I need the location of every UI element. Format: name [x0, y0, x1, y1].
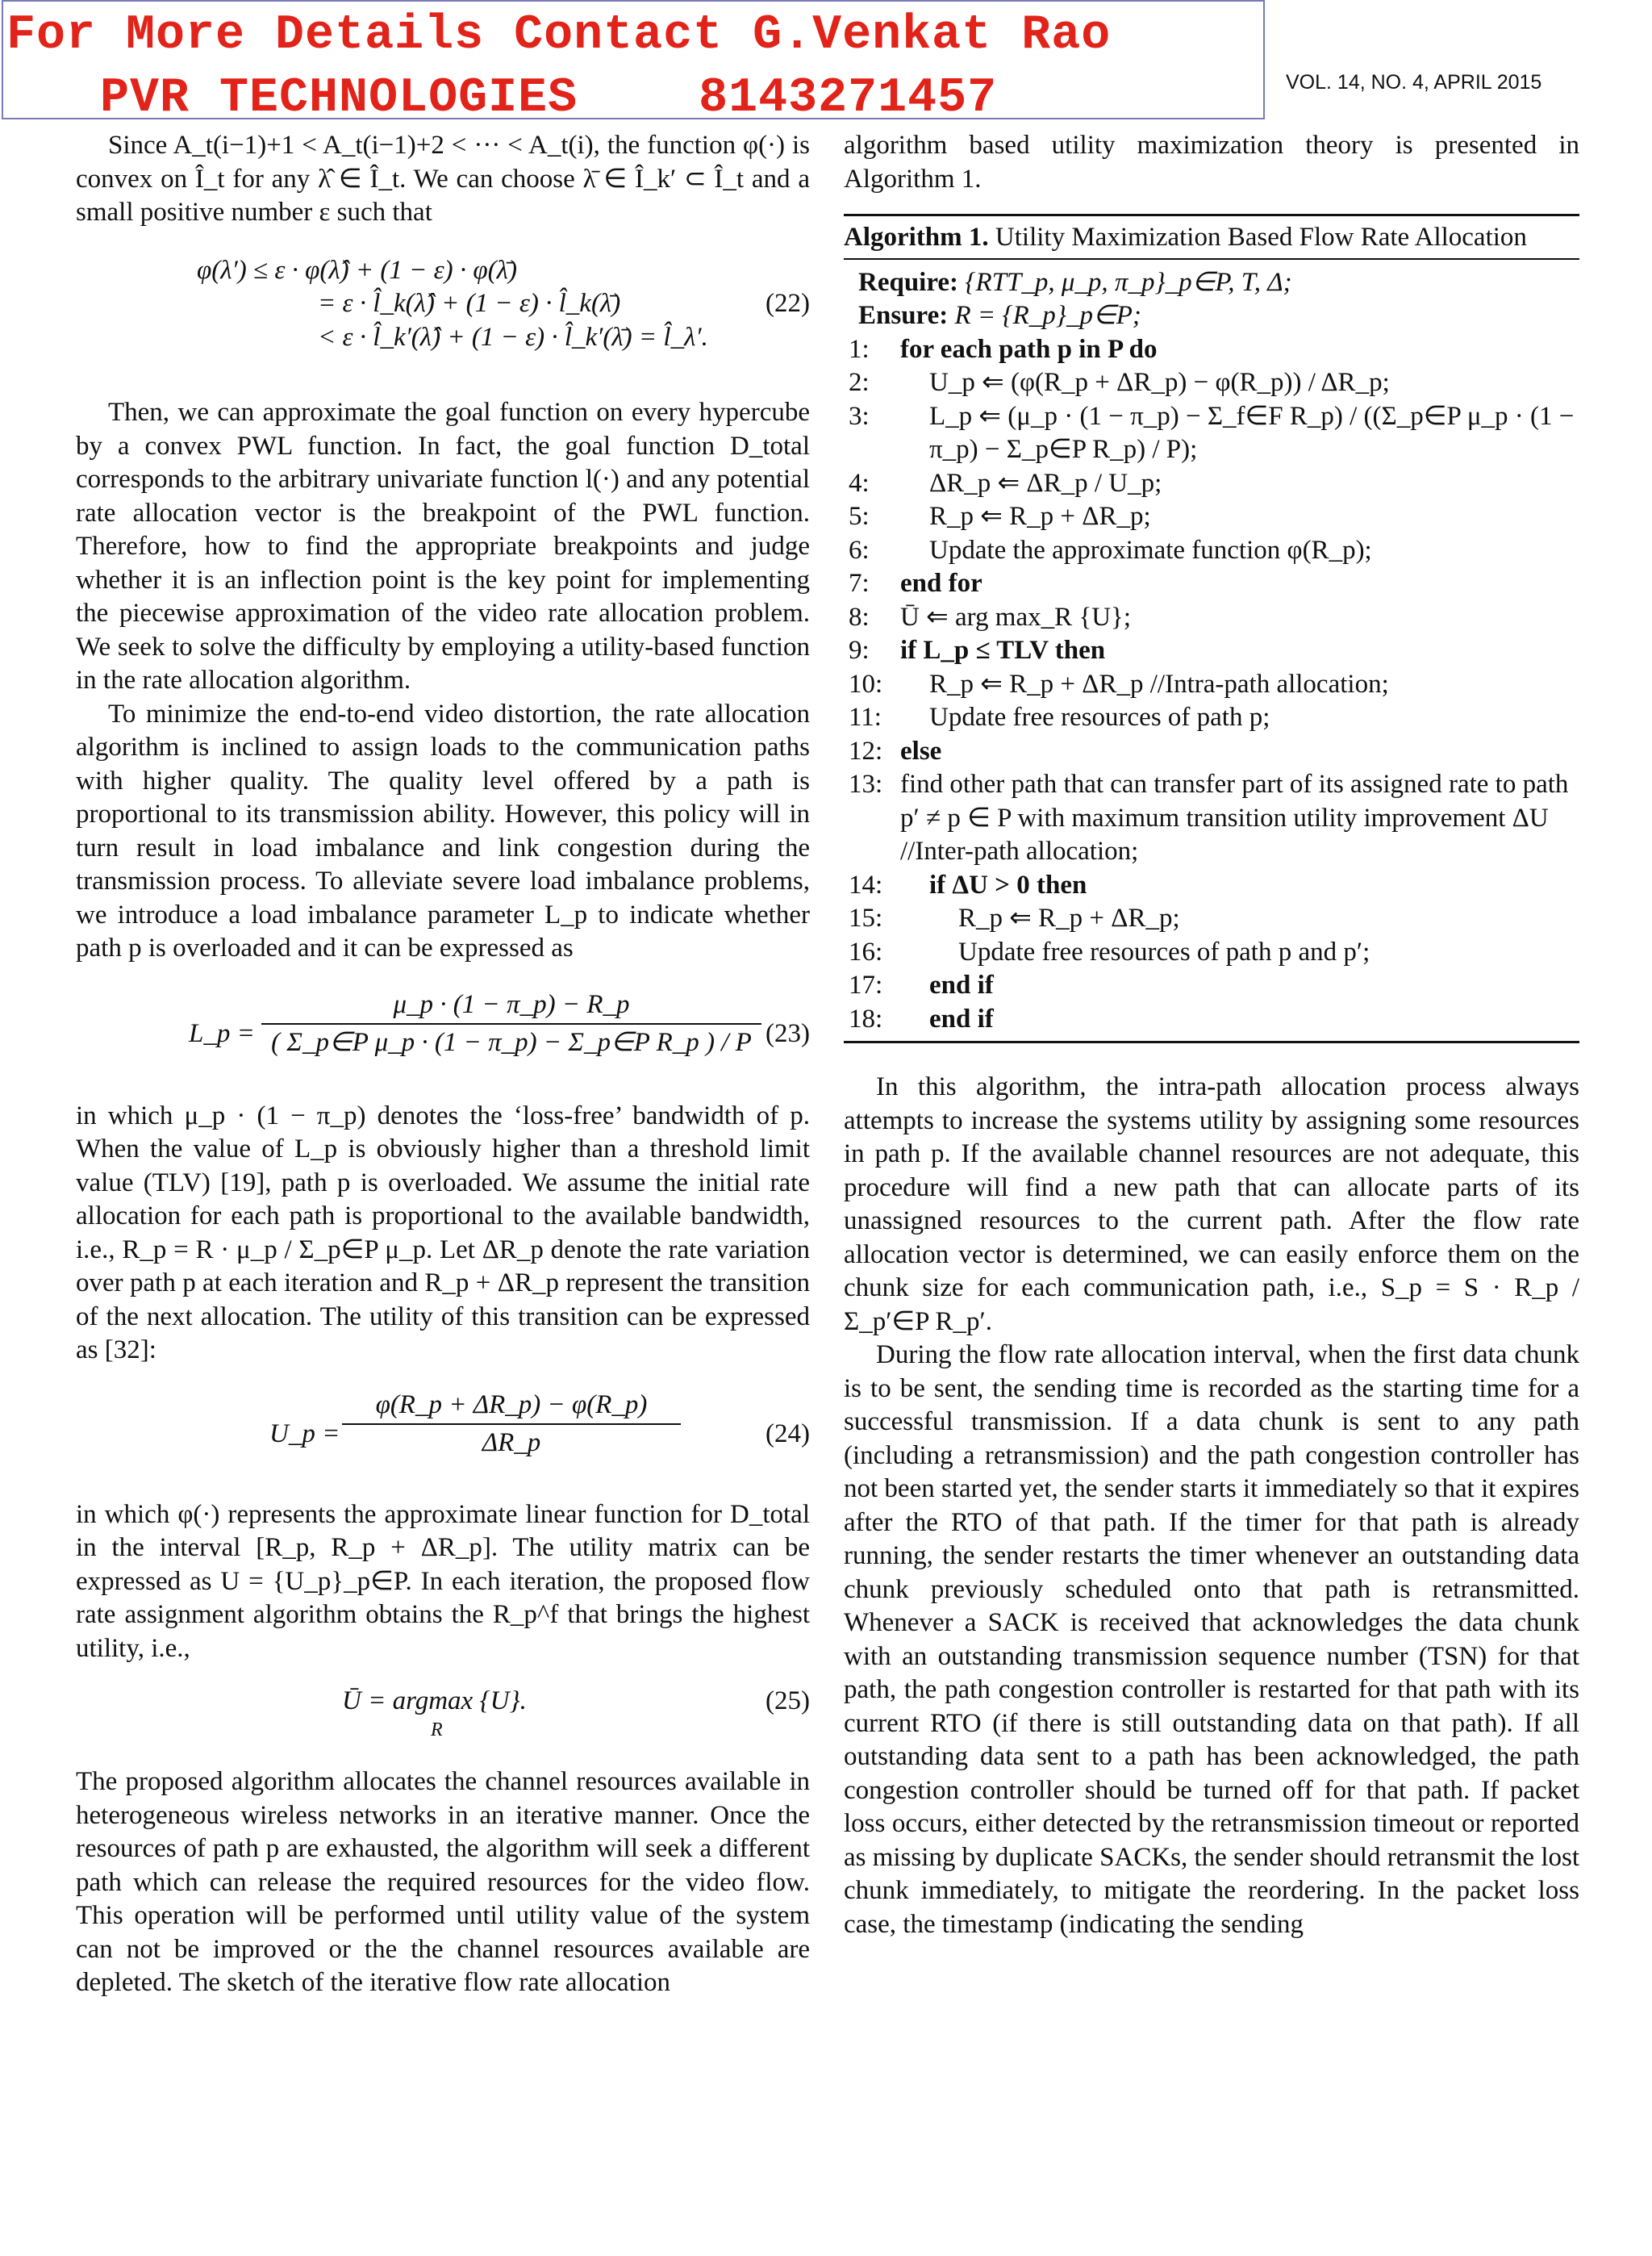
- equation-lhs: L_p =: [189, 1018, 255, 1048]
- algorithm-line: [849, 902, 1579, 936]
- paragraph: To minimize the end-to-end video distortion, the rate allocation algorithm is inclined to assign loads to the communication paths with higher quality. The quality level offered by a path is proportional to its transmission ability. However, this policy will in turn result in load imbalance and link congestion during the transmission process. To alleviate severe load imbalance problems, we introduce a load imbalance parameter L_p to indicate whether path p is overloaded and it can be expressed as: [76, 699, 810, 963]
- algorithm-line-number: 13:: [849, 770, 883, 799]
- algorithm-line-text: R_p ⇐ R_p + ΔR_p;: [958, 904, 1180, 933]
- running-header-venue: VOL. 14, NO. 4, APRIL 2015: [1286, 71, 1542, 94]
- algorithm-line-number: 3:: [849, 401, 870, 431]
- algorithm-lines: [849, 333, 1579, 1037]
- paragraph: in which μ_p · (1 − π_p) denotes the ‘loss-free’ bandwidth of p. When the value of L_p is obviously higher than a threshold limit value (TLV) [19], path p is overloaded. We assume the initial rate allocation for each path is proportional to the available bandwidth, i.e., R_p = R · μ_p / Σ_p∈P μ_p. Let ΔR_p denote the rate variation over path p at each iteration and R_p + ΔR_p represent the transition of the next allocation. The utility of this transition can be expressed as [32]:: [76, 1101, 810, 1364]
- fraction-bar: [261, 1023, 761, 1025]
- algorithm-line-text: Update free resources of path p and p′;: [958, 937, 1370, 967]
- algorithm-line: [849, 400, 1579, 467]
- banner-company-line: [100, 71, 997, 126]
- algorithm-line: [849, 1003, 1579, 1037]
- right-column: [844, 129, 1579, 1941]
- algorithm-line-text: end if: [929, 971, 994, 1000]
- equation-23: [76, 988, 810, 1077]
- contact-banner: [2, 0, 1265, 126]
- algorithm-line: [849, 333, 1579, 367]
- algorithm-line: [849, 366, 1579, 400]
- algorithm-line-number: 11:: [849, 703, 882, 732]
- algorithm-line-text: Update the approximate function φ(R_p);: [929, 535, 1372, 565]
- algorithm-line-number: 12:: [849, 736, 883, 766]
- equation-line: φ(λ′) ≤ ε · φ(λ̂) + (1 − ε) · φ(λ̄): [197, 255, 517, 285]
- equation-24: [76, 1389, 810, 1477]
- banner-contact-line: For More Details Contact G.Venkat Rao: [6, 8, 1112, 63]
- paragraph: During the flow rate allocation interval, when the first data chunk is to be sent, the sending time is recorded as the starting time for a successful transmission. If a data chunk is sent to any path (including a retransmission) and the path congestion controller has not been started yet, the sender starts it immediately so that it expires after the RTO of that path. If the timer for that path is already running, the sender restarts the timer whenever an outstanding data chunk previously scheduled onto that path is retransmitted. Whenever a SACK is received that acknowledges the data chunk with an outstanding transmission sequence number (TSN) for that path, the path congestion controller is restarted for that path with its current RTO (if there is still outstanding data on that path). If all outstanding data sent to a path has been acknowledged, the path congestion controller should be turned off for that path. If packet loss occurs, either detected by the retransmission timeout or reported as missing by duplicate SACKs, the sender should retransmit the lost chunk immediately, to mitigate the reordering. In the packet loss case, the timestamp (indicating the sending: [844, 1340, 1579, 1939]
- algorithm-line-text: if L_p ≤ TLV then: [900, 636, 1106, 665]
- algorithm-line-number: 17:: [849, 971, 883, 1000]
- algorithm-line: [849, 869, 1579, 903]
- ensure-text: R = {R_p}_p∈P;: [954, 301, 1141, 330]
- equation-line: = ε · l̂_k(λ̂) + (1 − ε) · l̂_k(λ̄): [318, 289, 621, 318]
- equation-22: [76, 254, 810, 355]
- banner-phone: 8143271457: [699, 71, 998, 126]
- algorithm-line-text: end if: [929, 1004, 994, 1034]
- algorithm-line-text: U_p ⇐ (φ(R_p + ΔR_p) − φ(R_p)) / ΔR_p;: [929, 368, 1390, 397]
- algorithm-require: [849, 266, 1579, 300]
- algorithm-line: [849, 534, 1579, 568]
- algorithm-line: [849, 567, 1579, 601]
- algorithm-line: [849, 768, 1579, 869]
- algorithm-line: [849, 936, 1579, 970]
- algorithm-line-text: R_p ⇐ R_p + ΔR_p;: [929, 502, 1151, 531]
- algorithm-ensure: [849, 299, 1579, 333]
- algorithm-line-text: else: [900, 736, 942, 766]
- equation-25: [76, 1685, 810, 1746]
- algorithm-body: [844, 260, 1579, 1042]
- algorithm-line-number: 16:: [849, 937, 883, 967]
- algorithm-line: [849, 735, 1579, 769]
- paragraph: The proposed algorithm allocates the channel resources available in heterogeneous wireless networks in an iterative manner. Once the resources of path p are exhausted, the algorithm will seek a different path which can release the required resources for the video flow. This operation will be performed until utility value of the system can not be improved or the the channel resources available are depleted. The sketch of the iterative flow rate allocation: [76, 1767, 810, 1997]
- paragraph: in which φ(·) represents the approximate linear function for D_total in the interval [R_p, R_p + ΔR_p]. The utility matrix can be expressed as U = {U_p}_p∈P. In each iteration, the proposed flow rate assignment algorithm obtains the R_p^f that brings the highest utility, i.e.,: [76, 1499, 810, 1663]
- algorithm-line-number: 15:: [849, 904, 883, 933]
- algorithm-line-number: 14:: [849, 870, 883, 900]
- paragraph: In this algorithm, the intra-path allocation process always attempts to increase the systems utility by assigning some resources in path p. If the available channel resources are not adequate, this procedure will find a new path that can allocate parts of its unassigned resources to the current path. After the flow rate allocation vector is determined, we can easily enforce them on the chunk size for each communication path, i.e., S_p = S · R_p / Σ_p′∈P R_p′.: [844, 1072, 1579, 1336]
- algorithm-line-text: ΔR_p ⇐ ΔR_p / U_p;: [929, 468, 1162, 498]
- algorithm-line-text: R_p ⇐ R_p + ΔR_p //Intra-path allocation;: [929, 669, 1389, 699]
- algorithm-line-number: 9:: [849, 636, 870, 665]
- equation-number: (24): [766, 1418, 810, 1448]
- equation-number: (22): [766, 288, 810, 318]
- algorithm-line: [849, 634, 1579, 668]
- algorithm-line: [849, 500, 1579, 534]
- equation-body: Ū = argmax {U}.: [342, 1686, 527, 1715]
- fraction-numerator: μ_p · (1 − π_p) − R_p: [393, 989, 630, 1019]
- algorithm-line-text: Ū ⇐ arg max_R {U};: [900, 602, 1132, 632]
- require-keyword: Require:: [858, 267, 959, 297]
- algorithm-box: [844, 214, 1579, 1043]
- algorithm-line: [849, 969, 1579, 1003]
- algorithm-line-text: end for: [900, 569, 982, 598]
- fraction-numerator: φ(R_p + ΔR_p) − φ(R_p): [375, 1389, 648, 1419]
- require-text: {RTT_p, μ_p, π_p}_p∈P, T, Δ;: [965, 267, 1292, 297]
- algorithm-line-number: 4:: [849, 468, 870, 498]
- equation-lhs: U_p =: [269, 1418, 340, 1448]
- algorithm-line-number: 2:: [849, 368, 870, 397]
- fraction: [342, 1389, 681, 1460]
- algorithm-line-text: find other path that can transfer part of its assigned rate to path p′ ≠ p ∈ P with maximum transition utility improvement ΔU //Inter-path allocation;: [900, 770, 1569, 866]
- equation-number: (23): [766, 1018, 810, 1048]
- algorithm-line-number: 8:: [849, 602, 870, 632]
- paragraph: Then, we can approximate the goal function on every hypercube by a convex PWL function. In fact, the goal function D_total corresponds to the arbitrary univariate function l(·) and any potential rate allocation vector is the breakpoint of the PWL function. Therefore, how to find the appropriate breakpoints and judge whether it is an inflection point is the key point for implementing the piecewise approximation of the video rate allocation problem. We seek to solve the difficulty by employing a utility-based function in the rate allocation algorithm.: [76, 398, 810, 695]
- algorithm-line-number: 6:: [849, 535, 870, 565]
- paragraph: Since A_t(i−1)+1 < A_t(i−1)+2 < ··· < A_t(i), the function φ(·) is convex on Î_t for any λ̂ ∈ Î_t. We can choose λ̄ ∈ Î_k′ ⊂ Î_t and a small positive number ε such that: [76, 131, 810, 227]
- fraction: [261, 988, 761, 1060]
- algorithm-line-text: L_p ⇐ (μ_p · (1 − π_p) − Σ_f∈F R_p) / ((Σ_p∈P μ_p · (1 − π_p) − Σ_p∈P R_p) / P);: [929, 401, 1575, 464]
- algorithm-line: [849, 601, 1579, 635]
- fraction-denominator: ΔR_p: [482, 1428, 541, 1457]
- equation-line: < ε · l̂_k′(λ̂) + (1 − ε) · l̂_k′(λ̄) = l̂_λ′.: [318, 322, 708, 352]
- left-column: [76, 129, 810, 2000]
- algorithm-label: Algorithm 1.: [844, 223, 989, 252]
- equation-number: (25): [766, 1686, 810, 1715]
- algorithm-line-number: 7:: [849, 569, 870, 598]
- algorithm-line: [849, 668, 1579, 702]
- fraction-denominator: ( Σ_p∈P μ_p · (1 − π_p) − Σ_p∈P R_p ) / P: [271, 1028, 752, 1057]
- algorithm-line-number: 18:: [849, 1004, 883, 1034]
- algorithm-line: [849, 467, 1579, 501]
- paragraph: algorithm based utility maximization theory is presented in Algorithm 1.: [844, 131, 1579, 194]
- algorithm-line: [849, 701, 1579, 735]
- algorithm-line-text: Update free resources of path p;: [929, 703, 1270, 732]
- algorithm-line-number: 10:: [849, 669, 883, 699]
- equation-subscript: R: [431, 1719, 443, 1740]
- algorithm-line-text: if ΔU > 0 then: [929, 870, 1087, 900]
- algorithm-caption: Utility Maximization Based Flow Rate Allocation: [995, 223, 1527, 252]
- algorithm-line-number: 5:: [849, 502, 870, 531]
- fraction-bar: [342, 1423, 681, 1425]
- algorithm-line-number: 1:: [849, 334, 870, 364]
- banner-company: PVR TECHNOLOGIES: [100, 71, 578, 126]
- ensure-keyword: Ensure:: [858, 301, 949, 330]
- algorithm-line-text: for each path p in P do: [900, 334, 1158, 364]
- algorithm-title: [844, 216, 1579, 260]
